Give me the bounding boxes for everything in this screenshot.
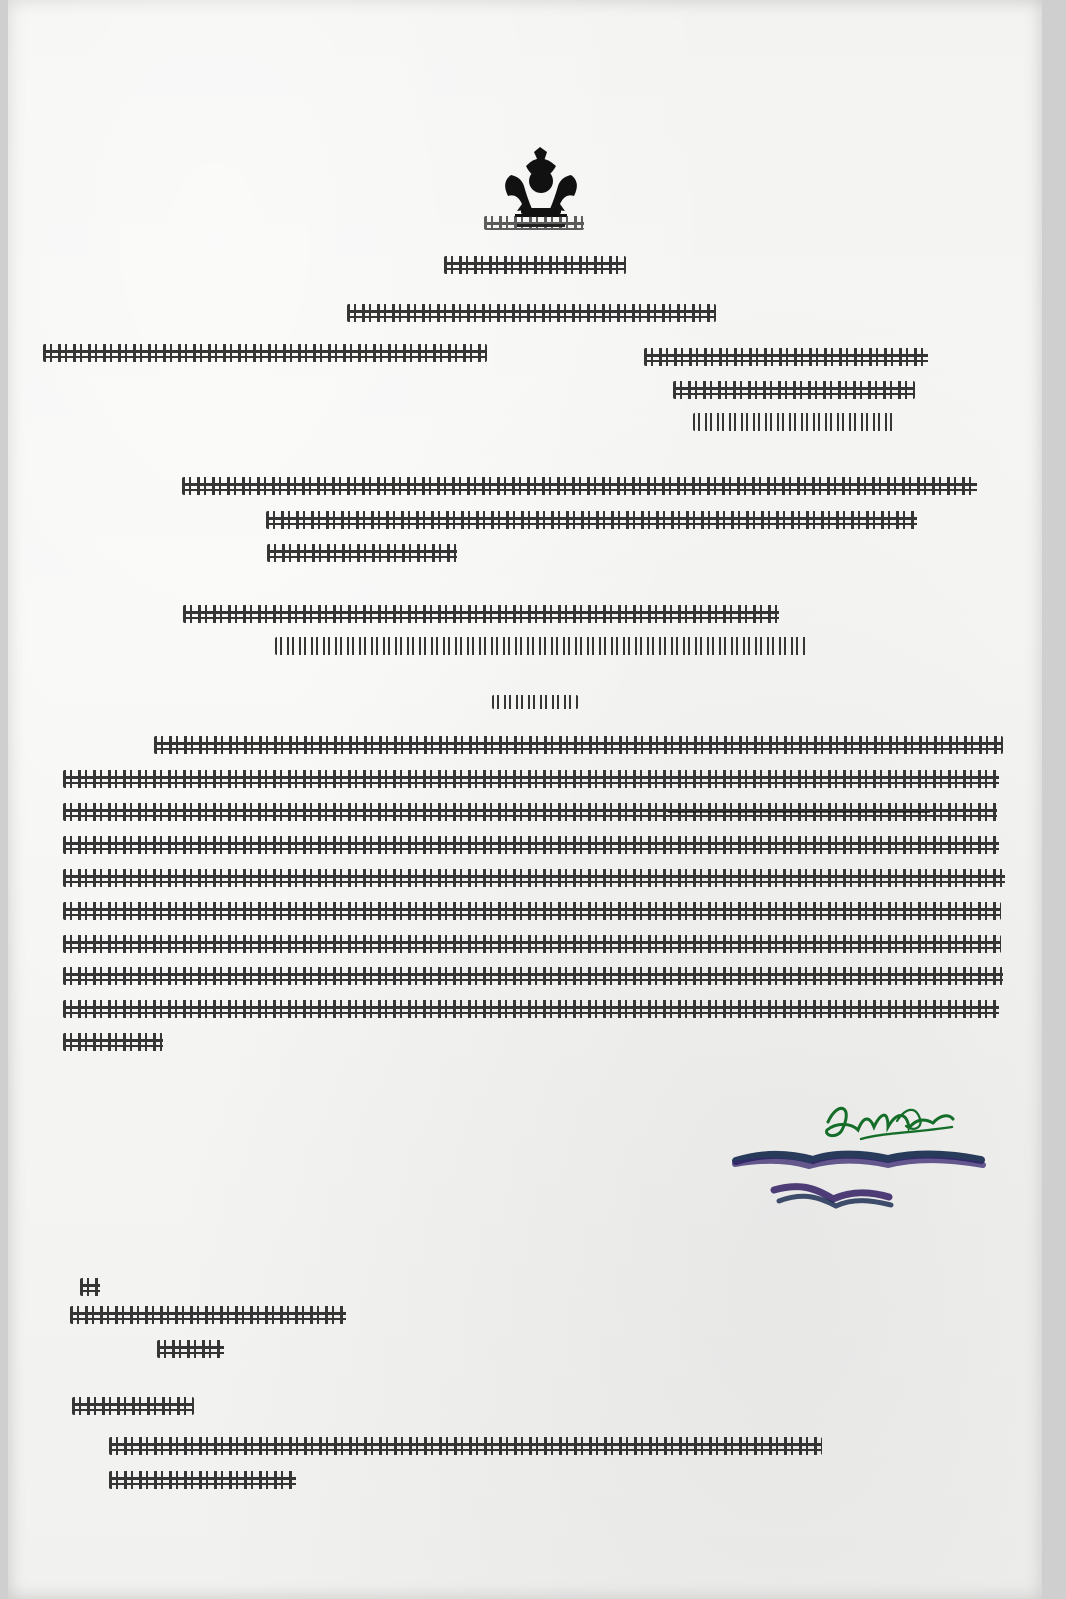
emblem-caption (484, 216, 584, 230)
recipient-place (157, 1340, 224, 1358)
stamp-text (8, 0, 9, 1)
registration-number-emphasis (668, 811, 930, 813)
body-line-7 (63, 935, 1001, 953)
body-line-1 (154, 736, 1003, 754)
subject-line-1 (182, 477, 977, 495)
body-line-4 (63, 836, 999, 854)
office-line-1 (644, 348, 928, 366)
reference-note-line-2 (275, 637, 807, 655)
subject-line-2 (266, 511, 917, 529)
body-line-5 (63, 869, 1005, 887)
office-line-2 (673, 381, 915, 399)
section-separator (492, 695, 578, 709)
body-line-2 (63, 770, 999, 788)
recipient-office (70, 1306, 346, 1324)
body-line-10 (63, 1033, 163, 1051)
handwritten-signature (820, 1088, 960, 1148)
government-title (444, 256, 626, 274)
recipient-to (80, 1278, 100, 1296)
signature-text (8, 0, 9, 1)
copy-to-heading (72, 1397, 194, 1415)
reference-number (43, 344, 487, 362)
letter-page (8, 0, 1042, 1599)
department-title (347, 304, 716, 322)
copy-to-item-2 (109, 1471, 296, 1489)
body-line-8 (63, 967, 1003, 985)
copy-to-item-1 (109, 1437, 822, 1455)
letter-content (8, 0, 1042, 1599)
subject-line-3 (267, 544, 457, 562)
letter-date (693, 413, 896, 431)
official-seal-stamp (731, 1143, 1006, 1223)
body-line-6 (63, 902, 1001, 920)
body-line-9 (63, 1000, 999, 1018)
reference-note-line-1 (183, 605, 779, 623)
